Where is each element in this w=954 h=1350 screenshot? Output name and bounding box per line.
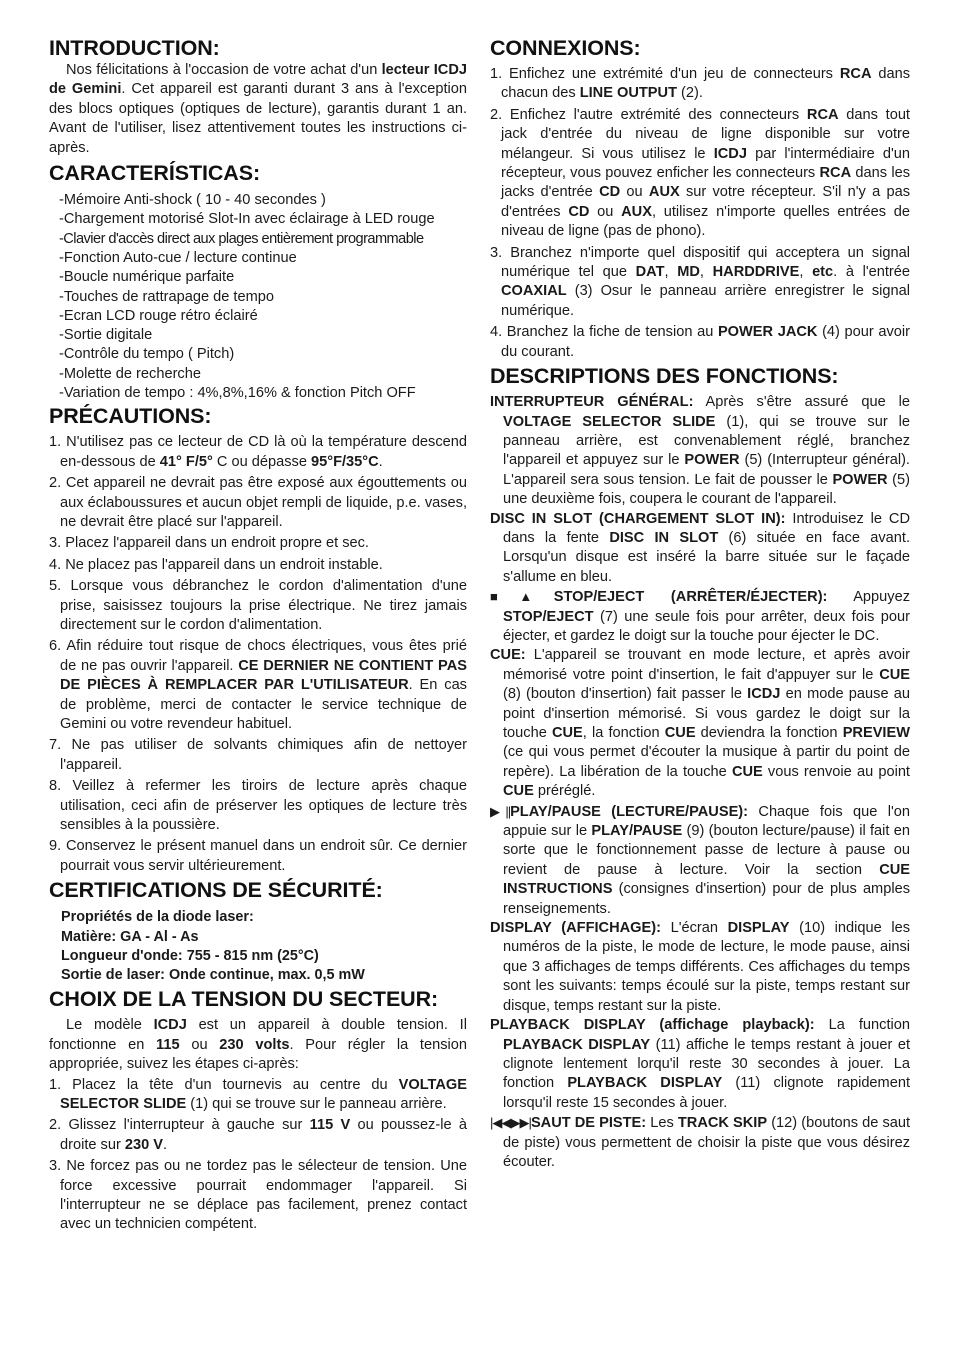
button-symbol-icon: ▶|| bbox=[490, 803, 511, 819]
laser-property: Matière: GA - Al - As bbox=[61, 928, 199, 945]
feature-item: -Mémoire Anti-shock ( 10 - 40 secondes ) bbox=[59, 192, 326, 209]
precaution-item: 1. N'utilisez pas ce lecteur de CD là où la température descend en-dessous de 41° F/5° C ou dépasse 95°F/35°C. bbox=[49, 434, 467, 470]
certifications-heading: CERTIFICATIONS DE SÉCURITÉ: bbox=[49, 878, 383, 903]
laser-properties bbox=[49, 908, 467, 985]
precaution-item: 4. Ne placez pas l'appareil dans un endroit instable. bbox=[49, 556, 383, 573]
button-symbol-icon: |◀◀▶▶| bbox=[490, 1115, 531, 1131]
functions-list bbox=[490, 393, 910, 1172]
feature-item: -Contrôle du tempo ( Pitch) bbox=[59, 346, 235, 363]
precautions-list bbox=[49, 433, 467, 876]
voltage-steps bbox=[49, 1076, 467, 1235]
left-column bbox=[49, 36, 467, 1237]
function-item: |◀◀▶▶|SAUT DE PISTE: Les TRACK SKIP (12) (boutons de saut de piste) vous permettent de choisir la piste que vous désirez écouter. bbox=[490, 1115, 911, 1170]
right-column bbox=[490, 36, 910, 1172]
feature-item: -Molette de recherche bbox=[59, 365, 201, 382]
feature-item: -Chargement motorisé Slot-In avec éclairage à LED rouge bbox=[59, 211, 435, 228]
voltage-step: 2. Glissez l'interrupteur à gauche sur 115 V ou poussez-le à droite sur 230 V. bbox=[49, 1117, 467, 1153]
features-heading: CARACTERÍSTICAS: bbox=[49, 161, 261, 186]
precautions-heading: PRÉCAUTIONS: bbox=[49, 404, 212, 429]
feature-item: -Clavier d'accès direct aux plages entièrement programmable bbox=[59, 230, 424, 247]
laser-property: Sortie de laser: Onde continue, max. 0,5 mW bbox=[61, 967, 365, 984]
precaution-item: 6. Afin réduire tout risque de chocs électriques, vous êtes prié de ne pas ouvrir l'appareil. CE DERNIER NE CONTIENT PAS DE PIÈCES À REMPLACER PAR L'UTILISATEUR. En cas de problème, merci de contacter le service technique de Gemini ou votre revendeur habituel. bbox=[49, 638, 467, 732]
introduction-heading: INTRODUCTION: bbox=[49, 36, 220, 60]
precaution-item: 5. Lorsque vous débranchez le cordon d'alimentation d'une prise, saisissez toujours la prise électrique. Ne tirez jamais directement sur le cordon d'alimentation. bbox=[49, 578, 467, 633]
feature-item: -Sortie digitale bbox=[59, 327, 153, 344]
descriptions-heading: DESCRIPTIONS DES FONCTIONS: bbox=[490, 364, 839, 389]
function-item: CUE: L'appareil se trouvant en mode lecture, et après avoir mémorisé votre point d'insertion, le fait d'appuyer sur le CUE (8) (bouton d'insertion) fait passer le ICDJ en mode pause au point d'insertion mémorisé. Si vous gardez le doigt sur la touche CUE, la fonction CUE deviendra la fonction PREVIEW (ce qui vous permet d'écouter la musique à partir du point de repère). La libération de la touche CUE vous renvoie au point CUE préréglé. bbox=[490, 647, 911, 800]
connexion-step: 2. Enfichez l'autre extrémité des connecteurs RCA dans tout jack d'entrée du niveau de ligne disponible sur votre mélangeur. Si vous utilisez le ICDJ par l'intermédiaire d'un récepteur, vous pouvez enficher les connecteurs RCA dans les jacks d'entrée CD ou AUX sur votre récepteur. S'il n'y a pas d'entrées CD ou AUX, utilisez n'importe quelles entrées de niveau de ligne (pas de phono). bbox=[490, 106, 910, 240]
function-item: PLAYBACK DISPLAY (affichage playback): La function PLAYBACK DISPLAY (11) affiche le temps restant à jouer et clignote lentement lorqu'il reste 30 secondes à jouer. La fonction PLAYBACK DISPLAY (11) clignote rapidement lorsqu'il reste 15 secondes à jouer. bbox=[490, 1017, 910, 1111]
function-item: ■▲STOP/EJECT (ARRÊTER/ÉJECTER): Appuyez STOP/EJECT (7) une seule fois pour arrêter, deux fois pour éjecter, et gardez le doigt sur la touche pour éjecter le DC. bbox=[490, 589, 910, 644]
precaution-item: 9. Conservez le présent manuel dans un endroit sûr. Ce dernier pourrait vous servir ultérieurement. bbox=[49, 838, 467, 874]
precaution-item: 3. Placez l'appareil dans un endroit propre et sec. bbox=[49, 535, 369, 552]
laser-property: Longueur d'onde: 755 - 815 nm (25°C) bbox=[61, 947, 319, 964]
function-item: DISC IN SLOT (CHARGEMENT SLOT IN): Introduisez le CD dans la fente DISC IN SLOT (6) située en face avant. Lorsqu'un disque est inséré la barre située sur le façade s'allume en bleu. bbox=[490, 510, 910, 585]
feature-item: -Variation de tempo : 4%,8%,16% & fonction Pitch OFF bbox=[59, 385, 416, 401]
connexions-heading: CONNEXIONS: bbox=[490, 36, 641, 60]
introduction-text: Nos félicitations à l'occasion de votre achat d'un lecteur ICDJ de Gemini. Cet appareil est garanti durant 3 ans à l'exception des blocs optiques (optiques de lecture), garantis durant 1 an. Avant de l'utiliser, lisez attentivement toutes les instructions ci-après. bbox=[49, 62, 467, 156]
function-item: DISPLAY (AFFICHAGE): L'écran DISPLAY (10) indique les numéros de la piste, le mode de lecture, le mode pause, ainsi que 3 affichages de temps différents. Ces affichages du temps sont les suivants: temps écoulé sur la piste, temps restant sur disque, temps restant sur la piste. bbox=[490, 920, 911, 1014]
connexion-step: 4. Branchez la fiche de tension au POWER JACK (4) pour avoir du courant. bbox=[490, 324, 910, 360]
function-item: INTERRUPTEUR GÉNÉRAL: Après s'être assuré que le VOLTAGE SELECTOR SLIDE (1), qui se trouve sur le panneau arrière, est convenablement réglé, branchez l'appareil et appuyez sur le POWER (5) (Interrupteur général). L'appareil sera sous tension. Le fait de pousser le POWER (5) une deuxième fois, coupera le courant de l'appareil. bbox=[490, 394, 910, 508]
precaution-item: 7. Ne pas utiliser de solvants chimiques afin de nettoyer l'appareil. bbox=[49, 737, 467, 773]
voltage-intro: Le modèle ICDJ est un appareil à double tension. Il fonctionne en 115 ou 230 volts. Pour régler la tension appropriée, suivez les étapes ci-après: bbox=[49, 1017, 467, 1073]
precaution-item: 8. Veillez à refermer les tiroirs de lecture après chaque utilisation, ceci afin de préserver les optiques de lecture très sensibles à la poussière. bbox=[49, 778, 467, 834]
precaution-item: 2. Cet appareil ne devrait pas être exposé aux égouttements ou aux éclaboussures et aucun objet rempli de liquide, p.e. vases, ne devrait être placé sur l'appareil. bbox=[49, 475, 467, 530]
feature-item: -Ecran LCD rouge rétro éclairé bbox=[59, 307, 258, 324]
feature-item: -Fonction Auto-cue / lecture continue bbox=[59, 249, 297, 266]
laser-property: Propriétés de la diode laser: bbox=[61, 909, 254, 926]
connexions-steps bbox=[490, 65, 910, 362]
voltage-heading: CHOIX DE LA TENSION DU SECTEUR: bbox=[49, 987, 439, 1012]
voltage-step: 1. Placez la tête d'un tournevis au centre du VOLTAGE SELECTOR SLIDE (1) qui se trouve sur le panneau arrière. bbox=[49, 1076, 467, 1113]
function-item: ▶||PLAY/PAUSE (LECTURE/PAUSE): Chaque fois que l'on appuie sur le PLAY/PAUSE (9) (bouton lecture/pause) il fait en sorte que le fonctionnement passe de lecture à pause ou revient de pause à lecture. Voir la section CUE INSTRUCTIONS (consignes d'insertion) pour de plus amples renseignements. bbox=[490, 803, 910, 917]
connexion-step: 1. Enfichez une extrémité d'un jeu de connecteurs RCA dans chacun des LINE OUTPUT (2). bbox=[490, 66, 911, 102]
feature-item: -Touches de rattrapage de tempo bbox=[59, 288, 274, 305]
connexion-step: 3. Branchez n'importe quel dispositif qui acceptera un signal numérique tel que DAT, MD, HARDDRIVE, etc. à l'entrée COAXIAL (3) Osur le panneau arrière enregistrer le signal numérique. bbox=[490, 244, 910, 319]
feature-item: -Boucle numérique parfaite bbox=[59, 269, 235, 286]
voltage-step: 3. Ne forcez pas ou ne tordez pas le sélecteur de tension. Une force excessive pourrait endommager l'appareil. Si l'interrupteur ne se déplace pas facilement, prenez contact avec un technicien compétent. bbox=[49, 1158, 467, 1233]
button-symbol-icon: ■▲ bbox=[490, 589, 554, 605]
features-list bbox=[49, 191, 467, 403]
